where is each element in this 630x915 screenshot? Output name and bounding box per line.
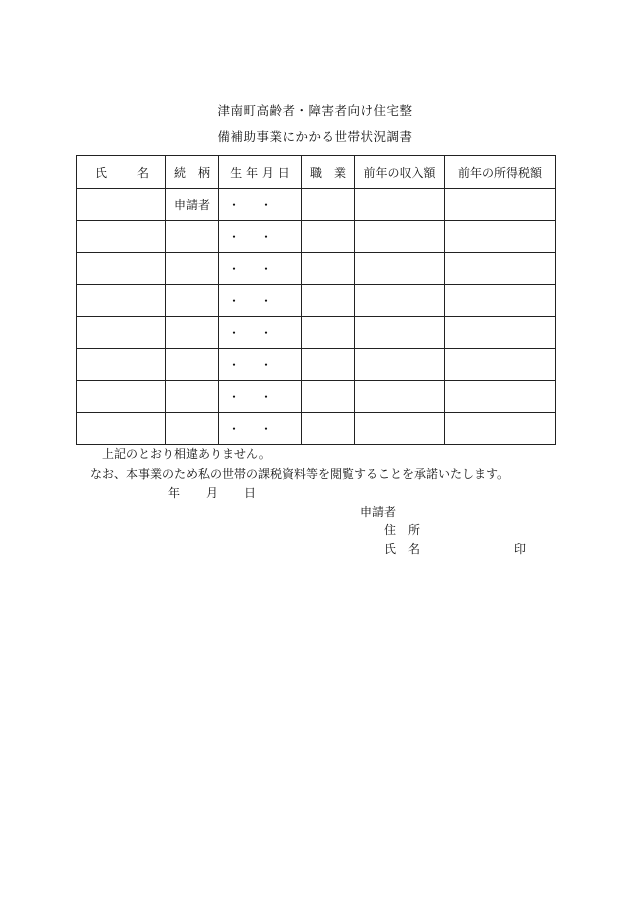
cell-tax [445, 381, 556, 413]
signature-line [384, 540, 529, 557]
cell-relation [166, 381, 219, 413]
table-row [77, 349, 556, 381]
cell-birthdate: ・・ [219, 189, 302, 221]
table-header-row [77, 156, 556, 189]
cell-tax [445, 317, 556, 349]
statement-confirm: 上記のとおり相違ありません。 [102, 447, 271, 461]
cell-name [77, 285, 166, 317]
document-title-line2: 備補助事業にかかる世帯状況調書 [217, 129, 413, 144]
header-tax: 前年の所得税額 [445, 156, 556, 189]
cell-relation [166, 221, 219, 253]
cell-income [355, 413, 445, 445]
household-table [76, 155, 556, 445]
cell-name [77, 413, 166, 445]
cell-tax [445, 253, 556, 285]
cell-income [355, 285, 445, 317]
cell-occupation [302, 285, 355, 317]
table-row [77, 413, 556, 445]
cell-income [355, 221, 445, 253]
header-name: 氏 名 [77, 156, 166, 189]
table-row [77, 253, 556, 285]
cell-occupation [302, 413, 355, 445]
applicant-label: 申請者 [360, 505, 397, 519]
header-birthdate: 生 年 月 日 [219, 156, 302, 189]
statement-consent: なお、本事業のため私の世帯の課税資料等を閲覧することを承諾いたします。 [90, 467, 510, 481]
cell-birthdate: ・・ [219, 381, 302, 413]
cell-name [77, 349, 166, 381]
date-year-label: 年 [168, 486, 181, 500]
cell-relation [166, 349, 219, 381]
cell-relation [166, 285, 219, 317]
cell-birthdate: ・・ [219, 221, 302, 253]
cell-income [355, 253, 445, 285]
cell-relation [166, 413, 219, 445]
cell-birthdate: ・・ [219, 317, 302, 349]
date-day-label: 日 [244, 486, 257, 500]
cell-name [77, 189, 166, 221]
seal-mark: 印 [514, 542, 527, 556]
table-row [77, 285, 556, 317]
table-row [77, 317, 556, 349]
header-occupation: 職 業 [302, 156, 355, 189]
document-title-line1: 津南町高齢者・障害者向け住宅整 [217, 103, 413, 118]
cell-birthdate: ・・ [219, 349, 302, 381]
cell-birthdate: ・・ [219, 413, 302, 445]
cell-income [355, 381, 445, 413]
cell-birthdate: ・・ [219, 253, 302, 285]
cell-occupation [302, 221, 355, 253]
table-row [77, 381, 556, 413]
header-income: 前年の収入額 [355, 156, 445, 189]
cell-tax [445, 349, 556, 381]
address-label: 住 所 [384, 523, 421, 537]
table-row [77, 189, 556, 221]
name-label: 氏 名 [384, 542, 421, 556]
cell-name [77, 221, 166, 253]
cell-tax [445, 189, 556, 221]
cell-income [355, 189, 445, 221]
cell-relation: 申請者 [166, 189, 219, 221]
header-relation: 続 柄 [166, 156, 219, 189]
cell-name [77, 253, 166, 285]
cell-occupation [302, 381, 355, 413]
cell-name [77, 317, 166, 349]
cell-name [77, 381, 166, 413]
cell-birthdate: ・・ [219, 285, 302, 317]
cell-occupation [302, 189, 355, 221]
cell-tax [445, 221, 556, 253]
cell-income [355, 317, 445, 349]
cell-tax [445, 413, 556, 445]
cell-relation [166, 253, 219, 285]
cell-occupation [302, 317, 355, 349]
date-month-label: 月 [206, 486, 219, 500]
cell-tax [445, 285, 556, 317]
table-row [77, 221, 556, 253]
date-line [168, 484, 256, 501]
cell-occupation [302, 349, 355, 381]
cell-occupation [302, 253, 355, 285]
cell-income [355, 349, 445, 381]
cell-relation [166, 317, 219, 349]
